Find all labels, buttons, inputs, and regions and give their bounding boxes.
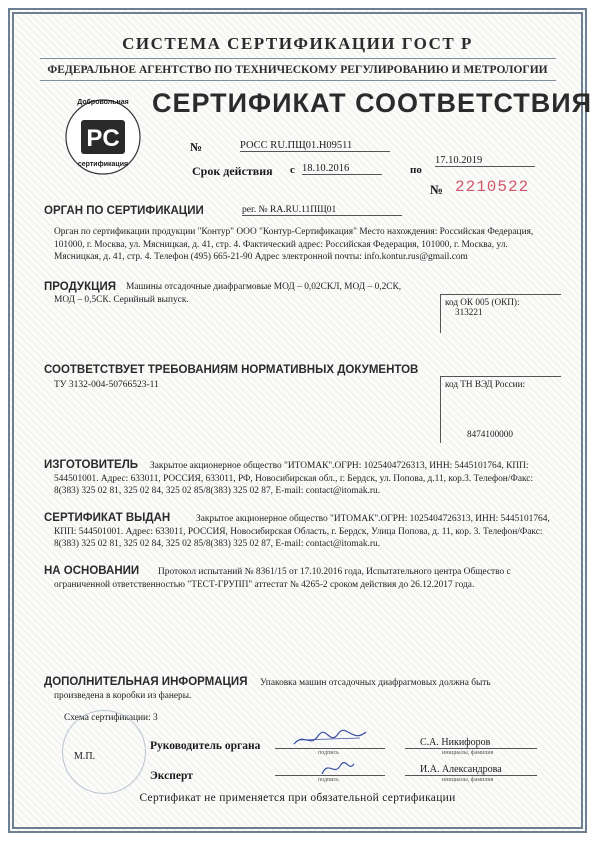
basis-details: Протокол испытаний № 8361/15 от 17.10.2016 года, Испытательного центра Общество с ограниченной ответственностью "ТЕСТ-ГРУПП" аттестат № 4265-2 сроком действия до 26.12.2017 года.: [54, 567, 511, 590]
validity-from-date: 18.10.2016: [302, 163, 382, 175]
manufacturer-section-label: ИЗГОТОВИТЕЛЬ: [44, 459, 139, 471]
stamp-mp-label: М.П.: [74, 751, 96, 762]
body-section-label: ОРГАН ПО СЕРТИФИКАЦИИ: [44, 205, 204, 217]
product-section-label: ПРОДУКЦИЯ: [44, 281, 117, 293]
expert-signature-label: Эксперт: [150, 770, 193, 782]
issued-details: Закрытое акционерное общество "ИТОМАК".ОГРН: 1025404726313, ИНН: 5445101764, КПП: 544501001. Адрес: 633011, РОССИЯ, Новосибирская Область, г. Бердск, Улица Попова, д. 11, кор. 3. Телефон/Факс: 8(383) 325 02 81, 325 02 84, 325 02 85/8(383) 325 02 87, E-mail: contact@itomak.ru.: [54, 514, 550, 550]
head-signature-line: [275, 748, 385, 749]
form-serial-number: 2210522: [455, 178, 530, 196]
body-reg-number: рег. № RA.RU.11ПЩ01: [242, 205, 402, 216]
head-name-caption: инициалы, фамилия: [442, 750, 494, 756]
tnved-label: код ТН ВЭД России:: [445, 379, 526, 389]
certificate-title: СЕРТИФИКАТ СООТВЕТСТВИЯ: [152, 88, 593, 118]
issued-section-label: СЕРТИФИКАТ ВЫДАН: [44, 512, 171, 524]
system-header: СИСТЕМА СЕРТИФИКАЦИИ ГОСТ Р: [122, 34, 473, 53]
form-number-label: №: [430, 182, 444, 197]
conformity-section-label: СООТВЕТСТВУЕТ ТРЕБОВАНИЯМ НОРМАТИВНЫХ ДОКУМЕНТОВ: [44, 364, 419, 376]
additional-section-label: ДОПОЛНИТЕЛЬНАЯ ИНФОРМАЦИЯ: [44, 676, 248, 688]
normative-document: ТУ 3132-004-50766523-11: [54, 380, 159, 390]
expert-name-caption: инициалы, фамилия: [442, 777, 494, 783]
validity-label: Срок действия: [192, 164, 273, 178]
head-signature-caption: подпись: [318, 750, 339, 756]
okp-value: 313221: [455, 307, 483, 317]
agency-header: ФЕДЕРАЛЬНОЕ АГЕНТСТВО ПО ТЕХНИЧЕСКОМУ РЕГУЛИРОВАНИЮ И МЕТРОЛОГИИ: [47, 64, 548, 76]
okp-label: код ОК 005 (ОКП):: [445, 297, 520, 307]
head-signature-label: Руководитель органа: [150, 740, 261, 752]
additional-details: Упаковка машин отсадочных диафрагмовых должна быть произведена в коробки из фанеры.: [54, 678, 491, 701]
divider: [40, 80, 556, 81]
expert-signature-caption: подпись: [318, 777, 339, 783]
manufacturer-details: Закрытое акционерное общество "ИТОМАК".ОГРН: 1025404726313, ИНН: 5445101764, КПП: 544501001. Адрес: 633011, РОССИЯ, 633011, РФ, Новосибирская обл., г. Бердск, ул. Попова, д.11, кор.3. Телефон/Факс: 8(383) 325 02 81, 325 02 84, 325 02 85/8(383) 325 02 87, E-mail: contact@itomak.ru.: [54, 461, 534, 497]
validity-from-label: с: [290, 164, 295, 176]
logo-top-text: Добровольная: [77, 99, 129, 106]
expert-name: И.А. Александрова: [420, 764, 502, 775]
footer-notice: Сертификат не применяется при обязательной сертификации: [139, 792, 456, 804]
validity-to-label: по: [410, 164, 422, 176]
head-signature-icon: [290, 728, 370, 750]
certification-scheme: Схема сертификации: 3: [64, 713, 158, 723]
certificate-number: РОСС RU.ПЩ01.Н09511: [240, 140, 390, 152]
basis-section-label: НА ОСНОВАНИИ: [44, 565, 140, 577]
number-label: №: [190, 140, 203, 154]
validity-to-date: 17.10.2019: [435, 155, 535, 167]
tnved-code-box: [440, 376, 561, 443]
body-details: Орган по сертификации продукции "Контур" ООО "Контур-Сертификация" Место нахождения: Российская Федерация, 101000, г. Москва, ул. Мясницкая, д. 41, стр. 4. Фактический адрес: Российская Федерация, 101000, г. Москва, ул. Мясницкая, д. 41, стр. 4. Телефон (495) 665-21-90 Адрес электронной почты: info.kontur.rus@gmail.com: [54, 227, 534, 263]
product-description: Машины отсадочные диафрагмовые МОД – 0,02СКЛ, МОД – 0,2СК, МОД – 0,5СК. Серийный выпуск.: [54, 282, 402, 305]
expert-signature-line: [275, 775, 385, 776]
okp-code-box: [440, 294, 561, 333]
tnved-value: 8474100000: [467, 429, 513, 439]
head-name: С.А. Никифоров: [420, 737, 491, 748]
expert-name-line: [405, 775, 537, 776]
logo-bottom-text: сертификация: [77, 161, 129, 168]
head-name-line: [405, 748, 537, 749]
divider: [40, 58, 556, 59]
svg-text:PC: PC: [86, 125, 120, 152]
